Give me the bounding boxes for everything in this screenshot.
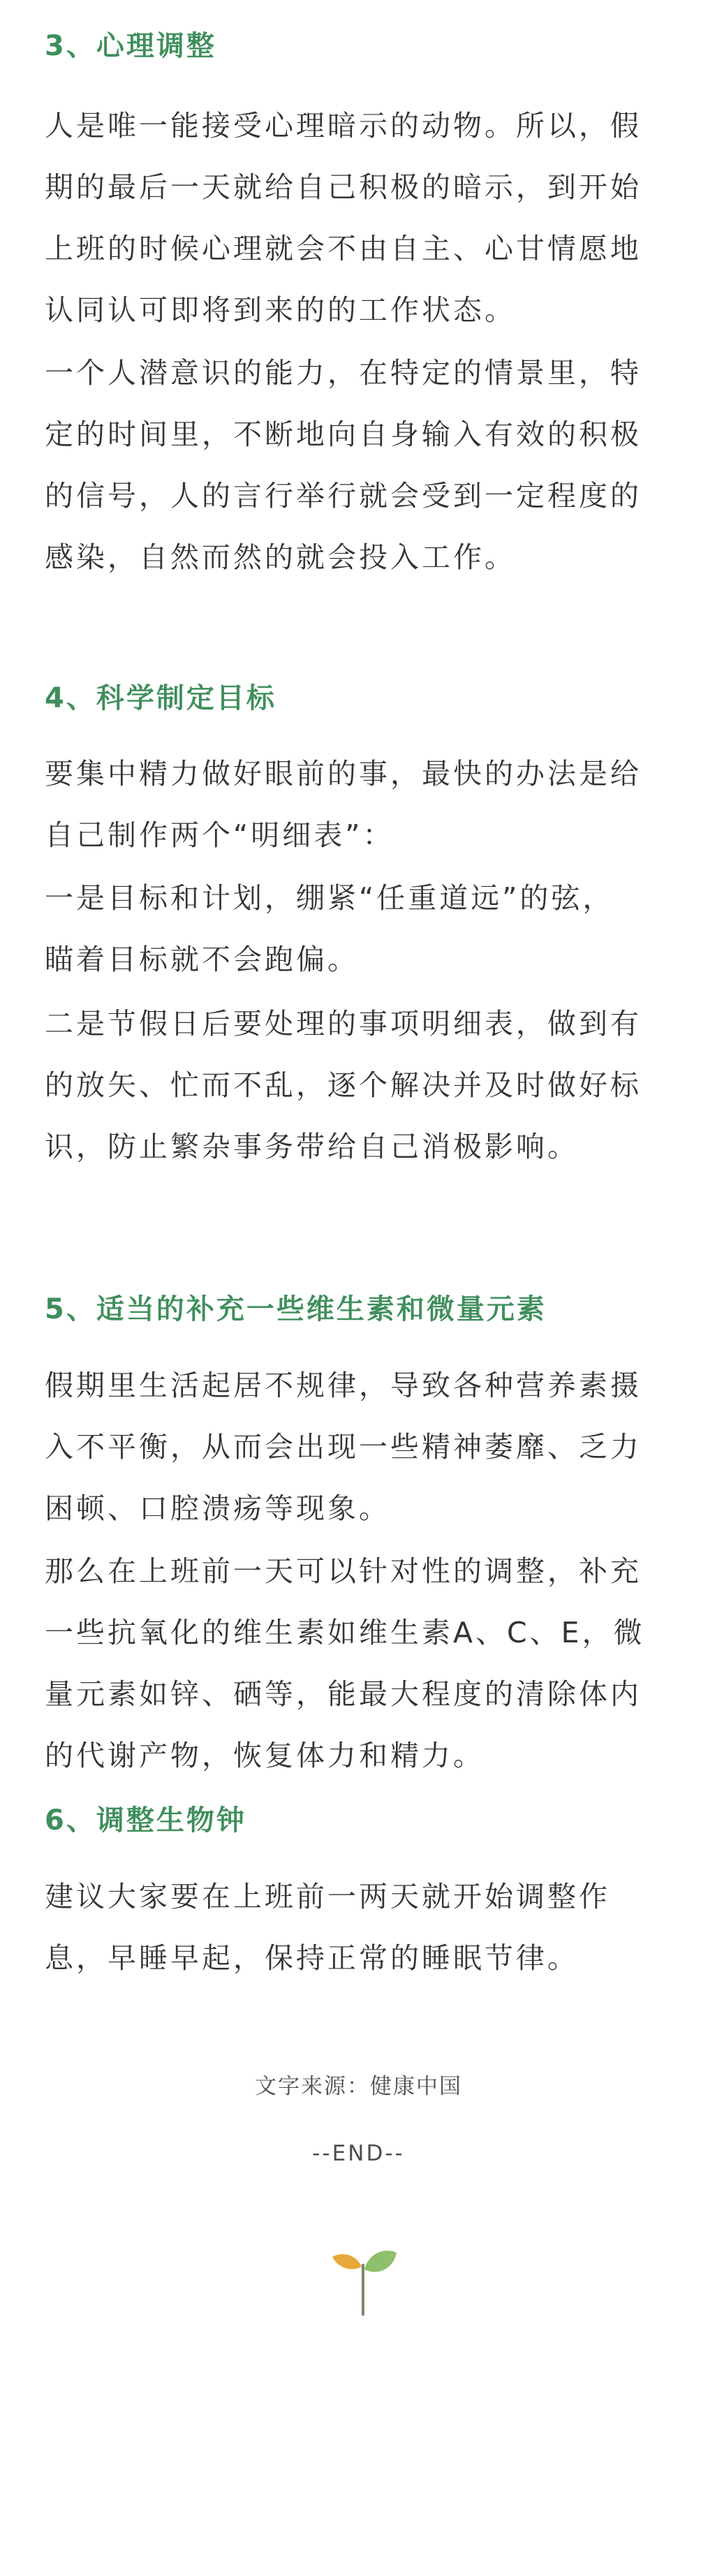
text-line: 的信号，人的言行举行就会受到一定程度的 — [45, 479, 642, 513]
end-marker: --END-- — [312, 2141, 405, 2166]
section-4-paragraph-3 — [45, 993, 673, 1177]
text-line: 要集中精力做好眼前的事，最快的办法是给 — [45, 757, 642, 790]
text-line: 的代谢产物，恢复体力和精力。 — [45, 1739, 485, 1772]
text-line: 认同认可即将到来的的工作状态。 — [45, 293, 516, 327]
text-line: 困顿、口腔溃疡等现象。 — [45, 1492, 390, 1525]
sprout-left-leaf — [332, 2254, 362, 2269]
section-5-heading: 5、适当的补充一些维生素和微量元素 — [45, 1293, 547, 1325]
text-line: 建议大家要在上班前一两天就开始调整作 — [45, 1880, 610, 1913]
text-line: 二是节假日后要处理的事项明细表，做到有 — [45, 1007, 642, 1040]
section-4-paragraph-2 — [45, 867, 673, 990]
section-6-heading: 6、调整生物钟 — [45, 1804, 246, 1837]
text-line: 一些抗氧化的维生素如维生素A、C、E，微 — [45, 1616, 645, 1649]
section-4-heading: 4、科学制定目标 — [45, 682, 276, 714]
text-line: 那么在上班前一天可以针对性的调整，补充 — [45, 1554, 642, 1588]
text-line: 识，防止繁杂事务带给自己消极影响。 — [45, 1130, 579, 1163]
section-5-paragraph-1 — [45, 1355, 673, 1539]
text-line: 入不平衡，从而会出现一些精神萎靡、乏力 — [45, 1430, 642, 1464]
text-line: 一是目标和计划，绷紧“任重道远”的弦， — [45, 881, 614, 915]
text-line: 一个人潜意识的能力，在特定的情景里，特 — [45, 356, 642, 390]
text-line: 自己制作两个“明细表”： — [45, 818, 394, 852]
text-line: 量元素如锌、硒等，能最大程度的清除体内 — [45, 1677, 642, 1711]
section-5-paragraph-2 — [45, 1540, 673, 1786]
text-line: 假期里生活起居不规律，导致各种营养素摄 — [45, 1369, 642, 1402]
text-line: 定的时间里，不断地向自身输入有效的积极 — [45, 418, 642, 451]
section-3-heading: 3、心理调整 — [45, 30, 216, 62]
sprout-icon — [328, 2247, 398, 2317]
section-3-paragraph-2 — [45, 342, 673, 588]
section-4-paragraph-1 — [45, 743, 673, 866]
text-line: 感染，自然而然的就会投入工作。 — [45, 540, 516, 574]
section-3-paragraph-1 — [45, 95, 673, 341]
text-line: 息，早睡早起，保持正常的睡眠节律。 — [45, 1941, 579, 1975]
section-6-paragraph-1 — [45, 1866, 673, 1989]
text-line: 的放矢、忙而不乱，逐个解决并及时做好标 — [45, 1068, 642, 1102]
sprout-right-leaf — [364, 2251, 397, 2272]
text-line: 瞄着目标就不会跑偏。 — [45, 943, 359, 976]
text-line: 上班的时候心理就会不由自主、心甘情愿地 — [45, 232, 642, 265]
text-line: 人是唯一能接受心理暗示的动物。所以，假 — [45, 109, 642, 142]
text-line: 期的最后一天就给自己积极的暗示，到开始 — [45, 170, 642, 204]
sprout-stem — [362, 2264, 364, 2316]
source-credit: 文字来源：健康中国 — [255, 2074, 462, 2099]
